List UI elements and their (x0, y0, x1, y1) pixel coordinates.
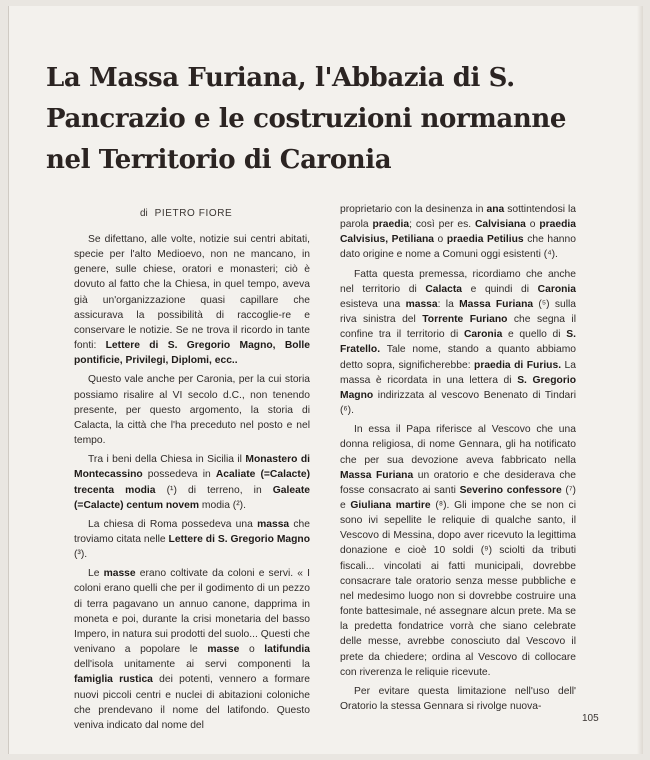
left-column (74, 232, 310, 737)
left-paragraph-5: Le masse erano coltivate da coloni e servi. « I coloni erano quelli che per il godimento di un pezzo di terra pagavano un annuo canone, dapprima in moneta e poi, durante la crisi monetaria del basso Impero, in natura sui prodotti del suolo... Questi che venivano a popolare le masse o latifundia dell'isola unitamente ai servi componenti la famiglia rustica dei potenti, vennero a formare nuovi piccoli centri e nuclei di abitazioni coloniche che prendevano il nome del latifondo. Questo veniva indicato dal nome del (74, 568, 311, 731)
right-paragraph-4: Per evitare questa limitazione nell'uso dell' Oratorio la stessa Gennara si rivolge nuova- (340, 685, 576, 712)
page-edge-shadow (637, 6, 643, 754)
right-column (340, 202, 576, 718)
left-paragraph-2: Questo vale anche per Caronia, per la cui storia possiamo risalire al VI secolo d.C., non tenendo presente, per questo argomento, la storia di Calacta, la città che l'ha preceduto nel posto e nel tempo. (74, 374, 310, 447)
author-name: PIETRO FIORE (154, 208, 233, 219)
left-paragraph-4: La chiesa di Roma possedeva una massa che troviamo citata nelle Lettere di S. Gregorio Magno (³). (74, 518, 311, 561)
article-title: La Massa Furiana, l'Abbazia di S. Pancrazio e le costruzioni normanne nel Territorio di Caronia (46, 63, 566, 175)
left-paragraph-1: Se difettano, alle volte, notizie sui centri abitati, specie per l'alto Medioevo, non ne mancano, in genere, sulle chiese, oratori e monasteri; ciò è dovuto al fatto che la Chiesa, in quel tempo, aveva già un'organizzazione quasi capillare che assicurava la possibilità di raccoglie-re e conservare le notizie. Se ne trova il ricordo in tante fonti: Lettere di S. Gregorio Magno, Bolle pontificie, Privilegi, Diplomi, ecc.. (74, 234, 310, 367)
right-paragraph-2: Fatta questa premessa, ricordiamo che anche nel territorio di Calacta e quindi di Caronia esisteva una massa: la Massa Furiana (⁵) sulla riva sinistra del Torrente Furiano che segna il confine tra il territorio di Caronia e quello di S. Fratello. Tale nome, stando a quanto abbiamo detto sopra, significherebbe: praedia di Furius. La massa è ricordata in una lettera di S. Gregorio Magno indirizzata al vescovo Benenato di Tindari (⁶). (340, 268, 577, 417)
right-paragraph-1: proprietario con la desinenza in ana sottintendosi la parola praedia; così per es. Calvisiana o praedia Calvisius, Petiliana o praedia Petilius che hanno dato origine e nome a Comuni oggi esistenti (⁴). (340, 204, 577, 261)
right-paragraph-3: In essa il Papa riferisce al Vescovo che una donna religiosa, di nome Gennara, gli ha notificato che per sua devozione aveva fabbricato nella Massa Furiana un oratorio e che desiderava che fosse consacrato ai santi Severino confessore (⁷) e Giuliana martire (⁸). Gli impone che se non ci sono ivi sepellite le reliquie di qualche santo, il Vescovo di Messina, dopo aver ricevuto la legittima donazione e cioè 10 soldi (⁹) sciolti da tributi fiscali... vincolati ai fatti municipali, dovrebbe consacrare tale oratorio senza messe pubbliche e nel medesimo luogo non si dovrebbe costruire una fonte battesimale, né assegnare alcun prete. Ma se la predetta fondatrice vorrà che siano celebrate delle messe, avrebbe conosciuto dal Vescovo il prete da chiedere; ordina al Vescovo di collocare con riverenza le reliquie ricevute. (340, 424, 576, 678)
page-number: 105 (582, 713, 599, 724)
left-paragraph-3: Tra i beni della Chiesa in Sicilia il Monastero di Montecassino possedeva in Acaliate (=Calacte) trecenta modia (¹) di terreno, in Galeate (=Calacte) centum novem modia (²). (74, 454, 310, 511)
author-prefix: di (140, 208, 148, 219)
author-line (140, 208, 232, 219)
